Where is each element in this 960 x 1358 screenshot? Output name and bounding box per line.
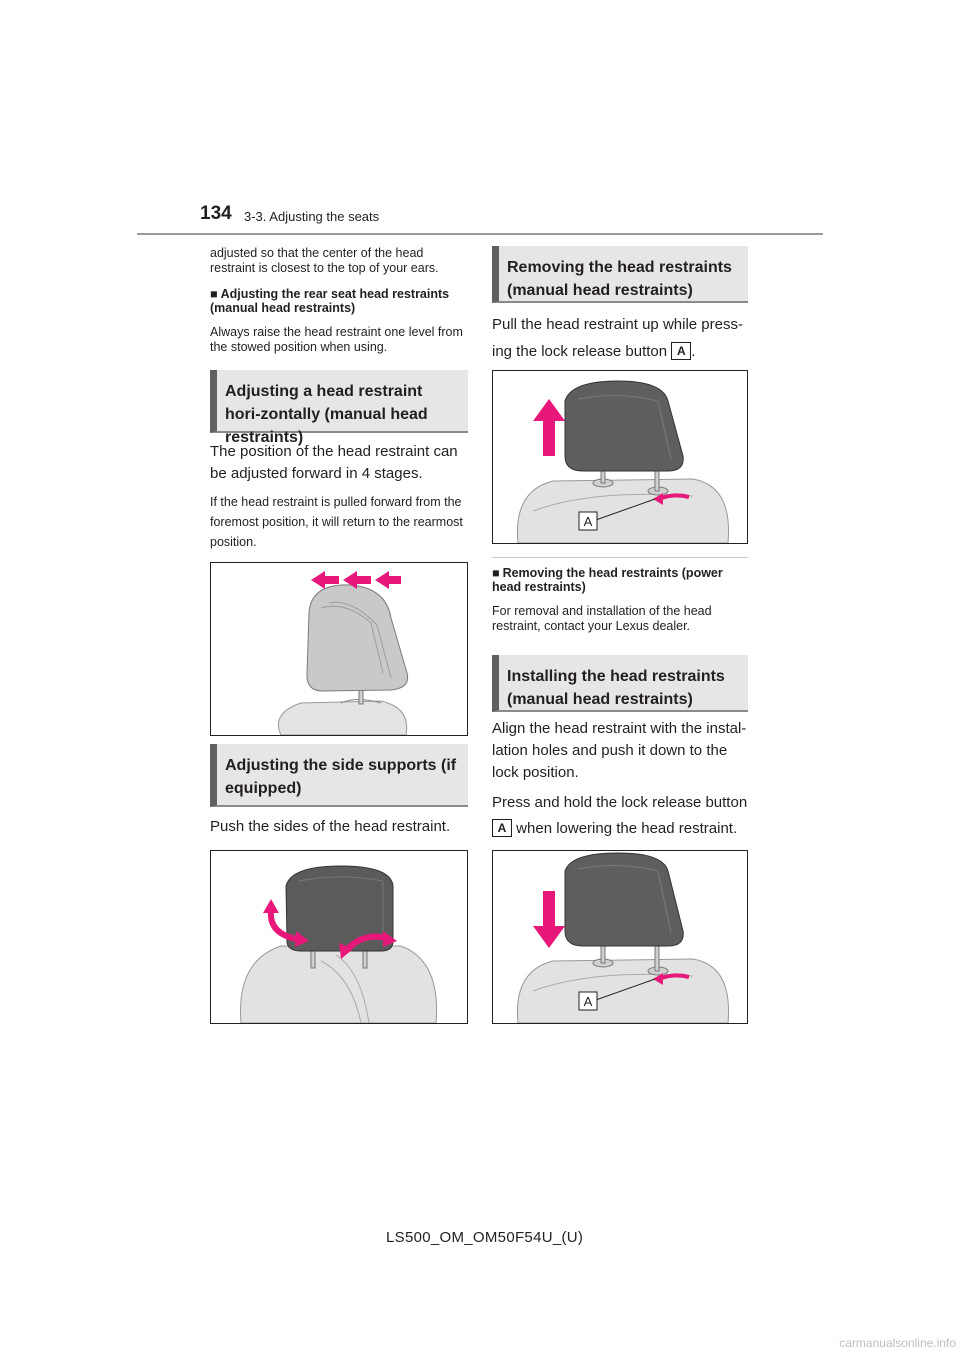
- figure-label-a: A: [583, 994, 593, 1009]
- power-subheading-text: Removing the head restraints (power head restraints): [492, 566, 723, 594]
- figure-label-a: A: [583, 514, 593, 529]
- pull-up-arrow-icon: [533, 399, 565, 456]
- heading-removing: Removing the head restraints (manual head restraints): [492, 246, 748, 303]
- figure-installing: [492, 850, 748, 1024]
- horizontal-note: If the head restraint is pulled forward from the foremost position, it will return to the rearmost position.: [210, 495, 463, 549]
- figure-side-supports: [210, 850, 468, 1024]
- lock-release-badge: A: [492, 819, 512, 837]
- removing-text-block: Pull the head restraint up while press-ing the lock release button A .: [492, 316, 743, 360]
- removing-text: Pull the head restraint up while press-ing the lock release button: [492, 316, 743, 360]
- horizontal-text: The position of the head restraint can be adjusted forward in 4 stages.: [210, 443, 458, 482]
- push-down-arrow-icon: [533, 891, 565, 948]
- installing-text-3: when lowering the head restraint.: [516, 820, 738, 837]
- square-bullet: ■: [492, 566, 500, 580]
- page-number: 134: [200, 203, 232, 224]
- power-subheading: [492, 566, 748, 594]
- intro-continuation: adjusted so that the center of the head restraint is closest to the top of your ears.: [210, 246, 439, 275]
- heading-side-supports: Adjusting the side supports (if equipped): [210, 744, 468, 807]
- forward-arrows-icon: [311, 571, 401, 589]
- installing-text-2-block: [492, 790, 748, 842]
- heading-horizontal: Adjusting a head restraint hori-zontally (manual head restraints): [210, 370, 468, 433]
- installing-text-2: Press and hold the lock release button: [492, 794, 748, 811]
- divider: [492, 557, 748, 558]
- heading-installing: Installing the head restraints (manual head restraints): [492, 655, 748, 712]
- rear-subheading: [210, 287, 468, 315]
- installing-text: Align the head restraint with the instal-lation holes and push it down to the lock position.: [492, 720, 747, 781]
- watermark: carmanualsonline.info: [839, 1336, 956, 1350]
- section-title: 3-3. Adjusting the seats: [244, 209, 380, 224]
- rear-text: Always raise the head restraint one level from the stowed position when using.: [210, 325, 463, 354]
- figure-horizontal-adjust: [210, 562, 468, 736]
- rear-subheading-text: Adjusting the rear seat head restraints (manual head restraints): [210, 287, 450, 315]
- lock-release-badge: A: [671, 342, 691, 360]
- square-bullet: ■: [210, 287, 218, 301]
- header-rule: [137, 233, 823, 235]
- side-supports-text: Push the sides of the head restraint.: [210, 818, 451, 835]
- power-text: For removal and installation of the head restraint, contact your Lexus dealer.: [492, 604, 712, 633]
- figure-removing: [492, 370, 748, 544]
- document-id: LS500_OM_OM50F54U_(U): [386, 1229, 584, 1246]
